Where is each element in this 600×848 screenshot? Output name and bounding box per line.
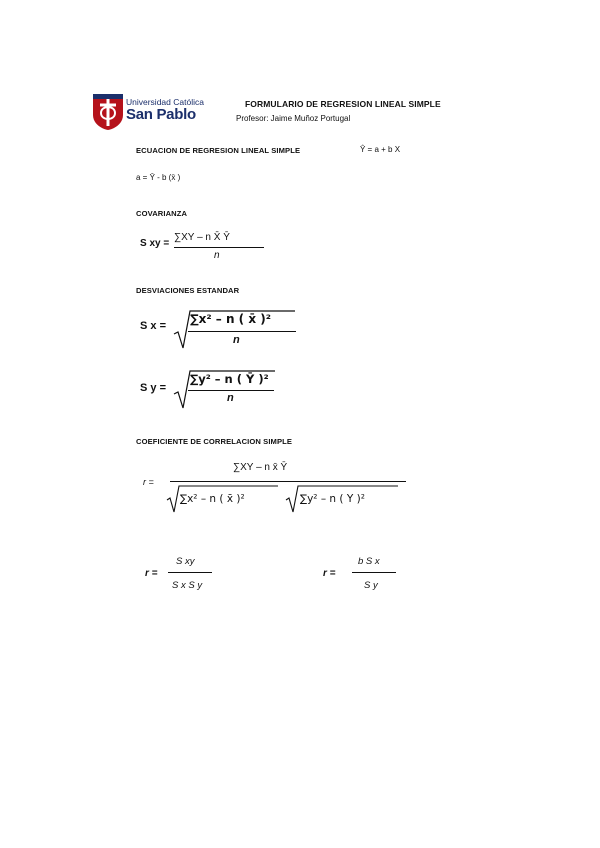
covariance-numerator: ∑XY – n X̄ Ȳ [174, 232, 230, 243]
correlation-numerator: ∑XY – n x̄ Ȳ [233, 462, 288, 473]
r1-denominator: S x S y [172, 580, 203, 591]
r2-denominator: S y [364, 580, 378, 591]
r1-fraction-bar [168, 572, 212, 573]
sx-denominator: n [233, 334, 240, 346]
professor-line: Profesor: Jaime Muñoz Portugal [236, 114, 351, 123]
covariance-fraction-bar [174, 247, 264, 248]
heading-correlacion: COEFICIENTE DE CORRELACION SIMPLE [136, 437, 293, 446]
regression-model: Ŷ = a + b X [360, 145, 401, 154]
covariance-lhs: S xy = [140, 238, 170, 249]
intercept-formula: a = Ȳ - b (x̄ ) [136, 173, 181, 182]
sy-fraction-bar [188, 390, 274, 391]
correlation-fraction-bar [170, 481, 406, 482]
r2-fraction-bar [352, 572, 396, 573]
r2-numerator: b S x [358, 556, 380, 567]
heading-ecuacion: ECUACION DE REGRESION LINEAL SIMPLE [136, 146, 301, 155]
sy-denominator: n [227, 392, 234, 404]
shield-icon [92, 93, 124, 131]
correlation-denom-right: ∑y² – n ( Y )² [300, 493, 365, 505]
sx-fraction-bar [188, 331, 296, 332]
logo-university-line: Universidad Católica [126, 97, 204, 107]
r1-lhs: r = [145, 568, 158, 579]
heading-covarianza: COVARIANZA [136, 209, 188, 218]
logo-san-pablo: San Pablo [126, 106, 196, 123]
correlation-lhs: r = [143, 477, 154, 487]
university-logo [92, 93, 124, 131]
r2-lhs: r = [323, 568, 336, 579]
sx-lhs: S x = [140, 320, 166, 332]
r1-numerator: S xy [176, 556, 195, 567]
sx-numerator: ∑x² – n ( x̄ )² [190, 312, 272, 326]
page-title: FORMULARIO DE REGRESION LINEAL SIMPLE [245, 99, 441, 109]
correlation-denom-left: ∑x² – n ( x̄ )² [180, 493, 245, 505]
heading-desviaciones: DESVIACIONES ESTANDAR [136, 286, 240, 295]
sy-numerator: ∑y² – n ( Ȳ )² [190, 372, 269, 386]
covariance-denominator: n [214, 250, 220, 261]
sy-lhs: S y = [140, 382, 166, 394]
